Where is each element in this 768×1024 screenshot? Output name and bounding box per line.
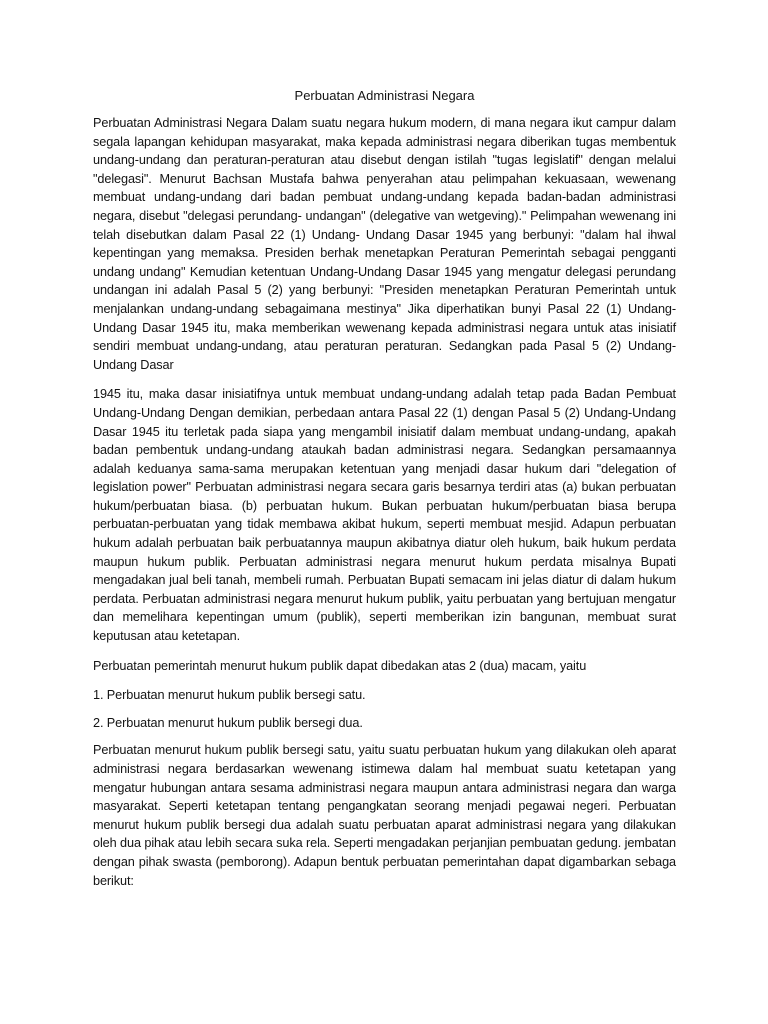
paragraph-intro: Perbuatan Administrasi Negara Dalam suatu negara hukum modern, di mana negara ikut campur dalam segala lapangan kehidupan masyarakat, maka kepada administrasi negara diberikan tugas membentuk undang-undang dan peraturan-peraturan atau disebut dengan istilah "tugas legislatif" dengan melalui "delegasi". Menurut Bachsan Mustafa bahwa penyerahan atau pelimpahan kekuasaan, wewenang membuat undang-undang dari badan pembuat undang-undang kepada badan-badan administrasi negara, disebut "delegasi perundang- undangan" (delegative van wetgeving)." Pelimpahan wewenang ini telah disebutkan dalam Pasal 22 (1) Undang- Undang Dasar 1945 yang berbunyi: "dalam hal ihwal kepentingan yang memaksa. Presiden berhak menetapkan Peraturan Pemerintah sebagai pengganti undang undang" Kemudian ketentuan Undang-Undang Dasar 1945 yang mengatur delegasi perundang undangan ini adalah Pasal 5 (2) yang berbunyi: "Presiden menetapkan Peraturan Pemerintah untuk menjalankan undang-undang sebagaimana mestinya" Jika diperhatikan bunyi Pasal 22 (1) Undang-Undang Dasar 1945 itu, maka memberikan wewenang kepada administrasi negara untuk atas inisiatif sendiri membuat undang-undang, atau peraturan peraturan. Sedangkan pada Pasal 5 (2) Undang-Undang Dasar	[93, 116, 676, 372]
list-item-1: 1. Perbuatan menurut hukum publik bersegi satu.	[93, 688, 366, 703]
list-item-2: 2. Perbuatan menurut hukum publik bersegi dua.	[93, 715, 363, 730]
paragraph-classification: Perbuatan pemerintah menurut hukum publik dapat dibedakan atas 2 (dua) macam, yaitu	[93, 658, 587, 673]
paragraph-continuation: 1945 itu, maka dasar inisiatifnya untuk membuat undang-undang adalah tetap pada Badan Pembuat Undang-Undang Dengan demikian, perbedaan antara Pasal 22 (1) dengan Pasal 5 (2) Undang-Undang Dasar 1945 itu terletak pada siapa yang mengambil inisiatif dalam membuat undang-undang, apakah badan pembentuk undang-undang ataukah badan administrasi negara. Sedangkan persamaannya adalah keduanya sama-sama merupakan ketentuan yang menjadi dasar hukum dari "delegation of legislation power" Perbuatan administrasi negara secara garis besarnya terdiri atas (a) bukan perbuatan hukum/perbuatan biasa. (b) perbuatan hukum. Bukan perbuatan hukum/perbuatan biasa berupa perbuatan-perbuatan yang tidak membawa akibat hukum, seperti membuat mesjid. Adapun perbuatan hukum adalah perbuatan baik perbuatannya maupun akibatnya diatur oleh hukum, baik hukum perdata maupun hukum publik. Perbuatan administrasi negara menurut hukum perdata misalnya Bupati mengadakan jual beli tanah, membeli rumah. Perbuatan Bupati semacam ini jelas diatur di dalam hukum perdata. Perbuatan administrasi negara menurut hukum publik, yaitu perbuatan yang bertujuan mengatur dan memelihara kepentingan umum (publik), seperti memberikan izin bangunan, membuat surat keputusan atau ketetapan.	[93, 387, 676, 644]
paragraph-explanation: Perbuatan menurut hukum publik bersegi satu, yaitu suatu perbuatan hukum yang dilakukan oleh aparat administrasi negara berdasarkan wewenang istimewa dalam hal membuat suatu ketetapan yang mengatur hubungan antara sesama administrasi negara maupun antara administrasi negara dan warga masyarakat. Seperti ketetapan tentang pengangkatan seorang menjadi pegawai negeri. Perbuatan menurut hukum publik bersegi dua adalah suatu perbuatan aparat administrasi negara yang dilakukan oleh dua pihak atau lebih secara suka rela. Seperti mengadakan perjanjian pembuatan gedung. jembatan dengan pihak swasta (pemborong). Adapun bentuk perbuatan pemerintahan dapat digambarkan sebaga berikut:	[93, 743, 676, 888]
document-title: Perbuatan Administrasi Negara	[294, 88, 475, 103]
document-body	[93, 87, 676, 901]
